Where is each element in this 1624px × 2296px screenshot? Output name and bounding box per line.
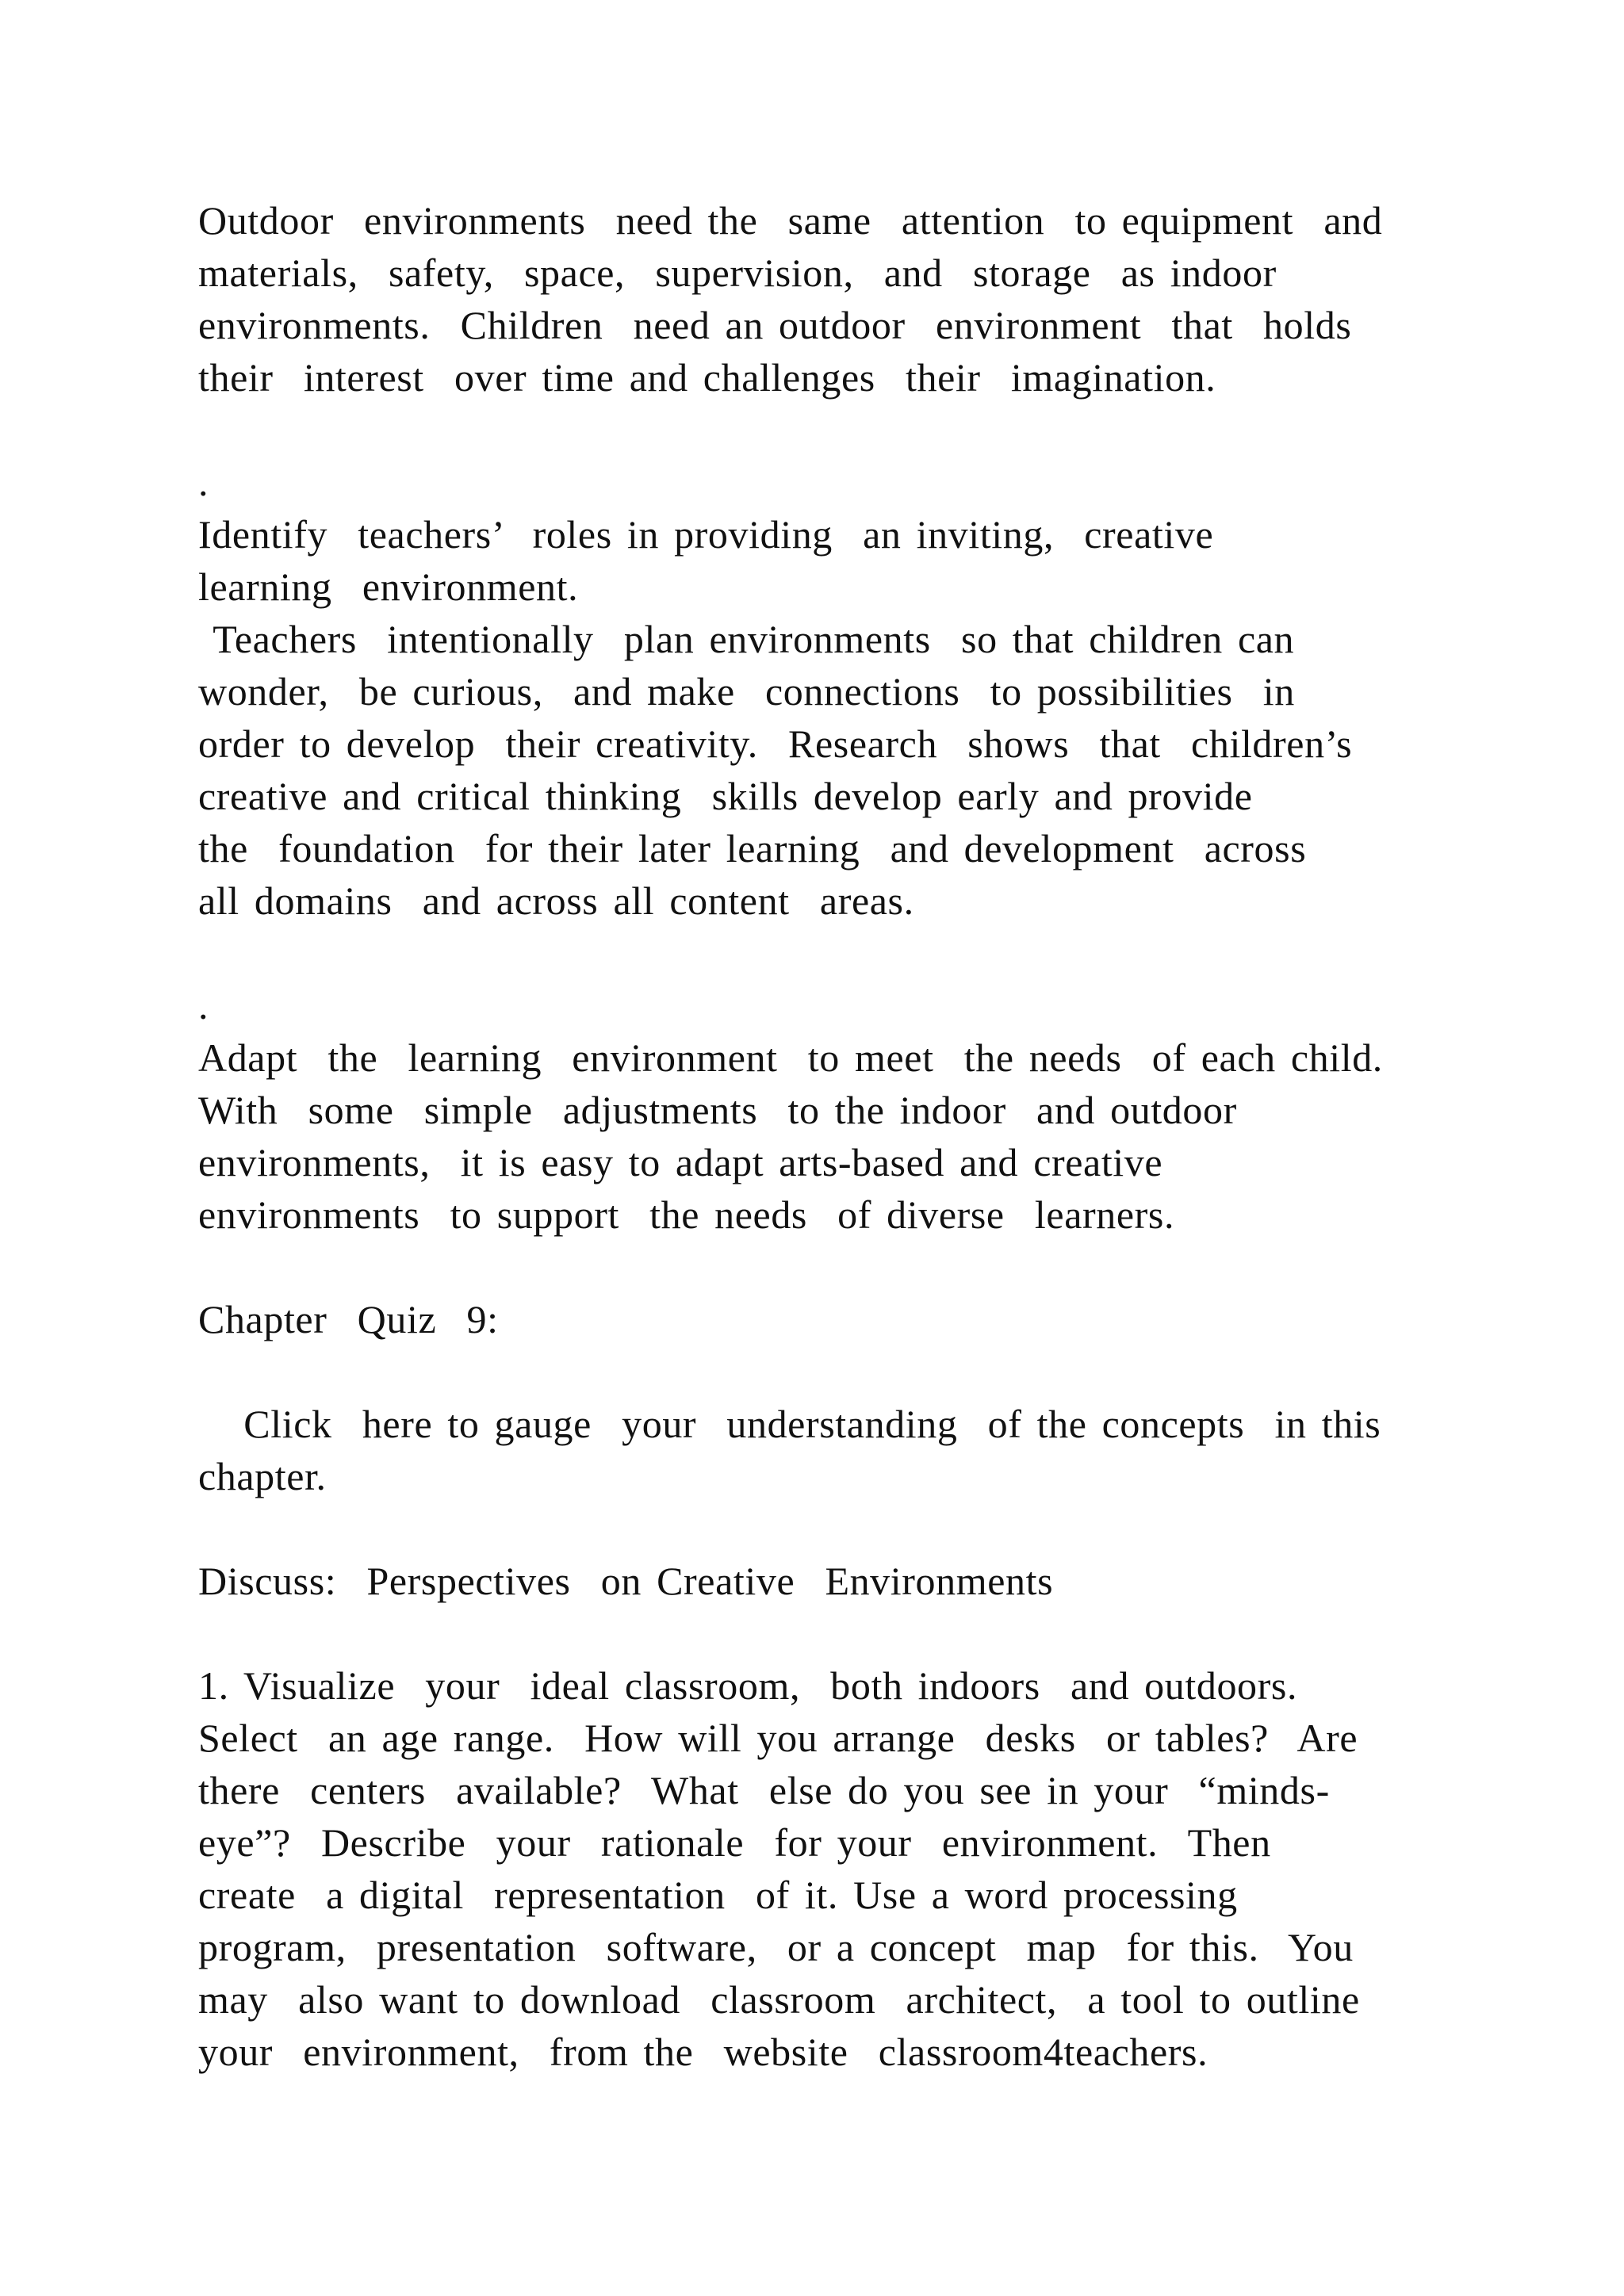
paragraph-teachers-line-5: order to develop their creativity. Research shows that children’s (198, 721, 1353, 766)
question-1-line-1: 1. Visualize your ideal classroom, both indoors and outdoors. (198, 1663, 1298, 1708)
paragraph-teachers-line-4: wonder, be curious, and make connections to possibilities in (198, 669, 1295, 714)
paragraph-spacer (198, 1607, 1435, 1659)
bullet-dot: . (198, 983, 209, 1027)
paragraph-outdoor-line-4: their interest over time and challenges their imagination. (198, 355, 1216, 400)
paragraph-teachers-line-7: the foundation for their later learning and development across (198, 826, 1307, 871)
paragraph-adapt-line-1: Adapt the learning environment to meet the needs of each child. (198, 1035, 1383, 1080)
paragraph-teachers-line-6: creative and critical thinking skills develop early and provide (198, 774, 1253, 818)
question-1-line-8: your environment, from the website classroom4teachers. (198, 2030, 1208, 2074)
paragraph-teachers-line-1: Identify teachers’ roles in providing an inviting, creative (198, 512, 1214, 557)
question-1-line-4: eye”? Describe your rationale for your environment. Then (198, 1820, 1271, 1865)
paragraph-adapt-line-4: environments to support the needs of diverse learners. (198, 1192, 1175, 1237)
bullet-dot: . (198, 460, 209, 504)
quiz-link-line-1[interactable]: Click here to gauge your understanding of the concepts in this (198, 1402, 1381, 1446)
paragraph-adapt-line-2: With some simple adjustments to the indoor and outdoor (198, 1088, 1237, 1132)
question-1-line-2: Select an age range. How will you arrange desks or tables? Are (198, 1716, 1358, 1760)
paragraph-outdoor-line-3: environments. Children need an outdoor environment that holds (198, 303, 1352, 347)
discuss-heading: Discuss: Perspectives on Creative Environments (198, 1559, 1054, 1603)
paragraph-outdoor-line-2: materials, safety, space, supervision, and storage as indoor (198, 251, 1277, 295)
quiz-link-line-2[interactable]: chapter. (198, 1454, 327, 1498)
paragraph-spacer (198, 1502, 1435, 1555)
paragraph-spacer (198, 927, 1435, 979)
paragraph-adapt-line-3: environments, it is easy to adapt arts-based and creative (198, 1140, 1163, 1184)
question-1-line-5: create a digital representation of it. Use a word processing (198, 1873, 1238, 1917)
document-body (198, 194, 1435, 2078)
paragraph-outdoor-line-1: Outdoor environments need the same attention to equipment and (198, 198, 1383, 243)
question-1-line-3: there centers available? What else do you see in your “minds- (198, 1768, 1330, 1812)
paragraph-teachers-line-3: Teachers intentionally plan environments so that children can (198, 617, 1295, 661)
paragraph-teachers-line-8: all domains and across all content areas. (198, 878, 914, 923)
question-1-line-6: program, presentation software, or a concept map for this. You (198, 1925, 1354, 1969)
paragraph-spacer (198, 1345, 1435, 1398)
paragraph-teachers-line-2: learning environment. (198, 564, 579, 609)
question-1-line-7: may also want to download classroom architect, a tool to outline (198, 1977, 1360, 2022)
paragraph-spacer (198, 1241, 1435, 1293)
chapter-quiz-heading: Chapter Quiz 9: (198, 1297, 499, 1341)
paragraph-spacer (198, 404, 1435, 456)
